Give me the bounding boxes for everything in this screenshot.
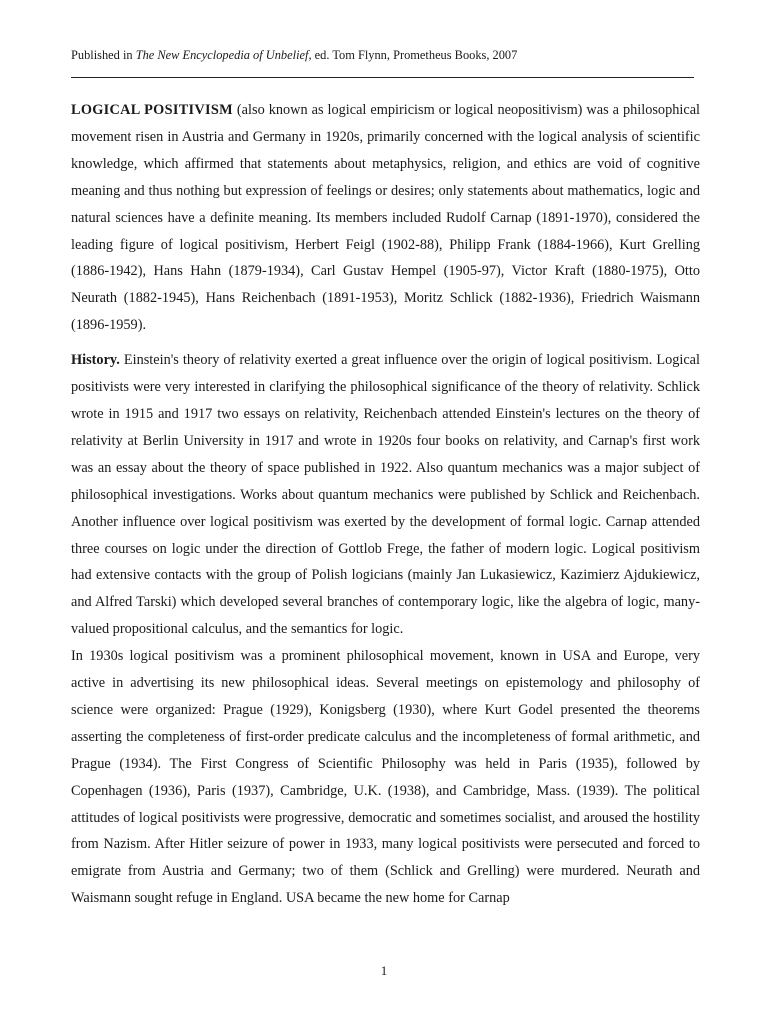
intro-text: (also known as logical empiricism or logical neopositivism) was a philosophical movement risen in Austria and Germany in 1920s, primarily concerned with the logical analysis of scientific knowledge, which affirmed that statements about metaphysics, religion, and ethics are void of cognitive meaning and thus nothing but expression of feelings or desires; only statements about mathematics, logic and natural sciences have a definite meaning. Its members included Rudolf Carnap (1891-1970), considered the leading figure of logical positivism, Herbert Feigl (1902-88), Philipp Frank (1884-1966), Kurt Grelling (1886-1942), Hans Hahn (1879-1934), Carl Gustav Hempel (1905-97), Victor Kraft (1880-1975), Otto Neurath (1882-1945), Hans Reichenbach (1891-1953), Moritz Schlick (1882-1936), Friedrich Waismann (1896-1959).: [71, 102, 701, 334]
article-term: LOGICAL POSITIVISM: [71, 102, 233, 118]
publication-header: [71, 47, 696, 63]
page-number: 1: [380, 963, 388, 978]
history-paragraph-1: [71, 347, 700, 643]
intro-paragraph: [71, 97, 700, 339]
history-paragraph-2: [71, 643, 700, 912]
history-section-label: History.: [71, 352, 120, 369]
history-paragraph-2-text: In 1930s logical positivism was a prominent philosophical movement, known in USA and Europe, very active in advertising its new philosophical ideas. Several meetings on epistemology and philosophy of science were organized: Prague (1929), Konigsberg (1930), where Kurt Godel presented the theorems asserting the completeness of first-order predicate calculus and the incompleteness of formal arithmetic, and Prague (1934). The First Congress of Scientific Philosophy was held in Paris (1935), followed by Copenhagen (1936), Paris (1937), Cambridge, U.K. (1938), and Cambridge, Mass. (1939). The political attitudes of logical positivists were progressive, democratic and sometimes socialist, and aroused the hostility from Nazism. After Hitler seizure of power in 1933, many logical positivists were persecuted and forced to emigrate from Austria and Germany; two of them (Schlick and Grelling) were murdered. Neurath and Waismann sought refuge in England. USA became the new home for Carnap: [71, 648, 700, 907]
header-prefix: Published in: [71, 48, 136, 62]
header-publication-title: The New Encyclopedia of Unbelief,: [135, 48, 312, 62]
history-paragraph-1-text: Einstein's theory of relativity exerted a great influence over the origin of logical positivism. Logical positivists were very interested in clarifying the philosophical significance of the theory of relativity. Schlick wrote in 1915 and 1917 two essays on relativity, Reichenbach attended Einstein's lectures on the theory of relativity at Berlin University in 1917 and wrote in 1920s four books on relativity, and Carnap's first work was an essay about the theory of space published in 1922. Also quantum mechanics was a major subject of philosophical investigations. Works about quantum mechanics were published by Schlick and Reichenbach. Another influence over logical positivism was exerted by the development of formal logic. Carnap attended three courses on logic under the direction of Gottlob Frege, the father of modern logic. Logical positivism had extensive contacts with the group of Polish logicians (mainly Jan Lukasiewicz, Kazimierz Ajdukiewicz, and Alfred Tarski) which developed several branches of contemporary logic, like the algebra of logic, many-valued propositional calculus, and the semantics for logic.: [71, 352, 700, 638]
article-body: [71, 97, 700, 912]
header-suffix: ed. Tom Flynn, Prometheus Books, 2007: [311, 48, 518, 62]
header-divider: [71, 77, 694, 78]
